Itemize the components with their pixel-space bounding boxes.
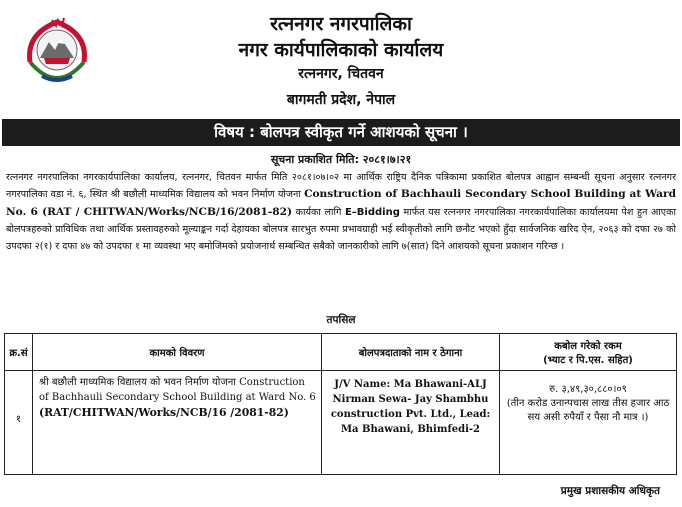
row-work <box>33 371 322 475</box>
table-header-row <box>5 334 677 371</box>
work-code: (RAT/CHITWAN/Works/NCB/16 /2081-82) <box>39 406 289 419</box>
signatory-title: प्रमुख प्रशासकीय अधिकृत <box>560 485 660 497</box>
award-table <box>4 333 677 475</box>
body-paragraph-part2: कार्यका लागि <box>295 206 342 218</box>
office-address: रत्ननगर, चितवन <box>298 66 384 82</box>
header-amount <box>500 334 677 371</box>
ebidding-label: E–Bidding <box>344 206 400 218</box>
header-work: कामको विवरण <box>33 334 322 371</box>
row-sn: १ <box>5 371 33 475</box>
project-title-en: Construction of Bachhauli Secondary School Building at Ward No. 6 (RAT / CHITWAN/Works/NCB/16/2081-82) <box>6 188 676 218</box>
municipality-name: रत्ननगर नगरपालिका <box>270 13 412 35</box>
header-bidder: बोलपत्रदाताको नाम र ठेगाना <box>322 334 500 371</box>
body-paragraph-part3: मार्फत यस रत्ननगर नगरपालिका नगरकार्यपालिका कार्यालयमा पेश हुन आएका बोलपत्रहरुको प्राविधिक तथा आर्थिक प्रस्तावहरुको मूल्याङ्कन गर्दा देहायका बोलपत्र सारभुत रुपमा प्रभावग्राही भई स्वीकृतीको लागि छनौट भएको हुँदा सार्वजनिक खरिद ऐन, २०६३ को दफा २७ को उपदफा २(१) र दफा ४७ को उपदफा १ मा व्यवस्था भए बमोजिमको प्रयोजनार्थ सम्बन्धित सबैको जानकारीको लागि ७(सात) दिने आशयको सूचना प्रकाशन गरिन्छ । <box>6 206 676 253</box>
amount-figure: रु. ३,४९,३०,८८०।०९ <box>549 384 627 395</box>
province-name: बागमती प्रदेश, नेपाल <box>286 92 396 108</box>
header-amount-line2: (भ्याट र पि.एस. सहित) <box>543 355 633 366</box>
table-title: तपसिल <box>326 314 356 326</box>
work-title-np: श्री बछौली माध्यमिक विद्यालय को भवन निर्माण योजना <box>39 377 236 388</box>
row-bidder: J/V Name: Ma Bhawani-ALJ Nirman Sewa- Jay Shambhu construction Pvt. Ltd., Lead: Ma Bhawani, Bhimfedi-2 <box>322 371 500 475</box>
notice-body <box>6 169 676 255</box>
office-name: नगर कार्यपालिकाको कार्यालय <box>238 39 444 61</box>
row-amount <box>500 371 677 475</box>
work-title-en: Construction of Bachhauli Secondary School Building at Ward No. 6 <box>39 377 316 403</box>
body-paragraph-part1: रत्ननगर नगरपालिका नगरकार्यपालिका कार्यालय, रत्ननगर, चितवन मार्फत मिति २०८१।०७।०२ मा आर्थिक राष्ट्रिय दैनिक पत्रिकामा प्रकाशित बोलपत्र आह्वान सम्बन्धी सूचना अनुसार रत्ननगर नगरपालिका वडा नं. ६, स्थित श्री बछौली माध्यमिक विद्यालय को भवन निर्माण योजना <box>6 172 676 201</box>
amount-words: (तीन करोड उनान्पचास लाख तीस हजार आठ सय असी रुपैयाँ र पैसा नौ मात्र ।) <box>506 398 670 423</box>
publish-date: सूचना प्रकाशित मिति: २०८१।७।२१ <box>270 153 412 166</box>
table-row <box>5 371 677 475</box>
notice-subject: विषय : बोलपत्र स्वीकृत गर्ने आशयको सूचना । <box>2 119 680 146</box>
header-amount-line1: कबोल गरेको रकम <box>554 341 622 352</box>
header-sn: क्र.सं <box>5 334 33 371</box>
